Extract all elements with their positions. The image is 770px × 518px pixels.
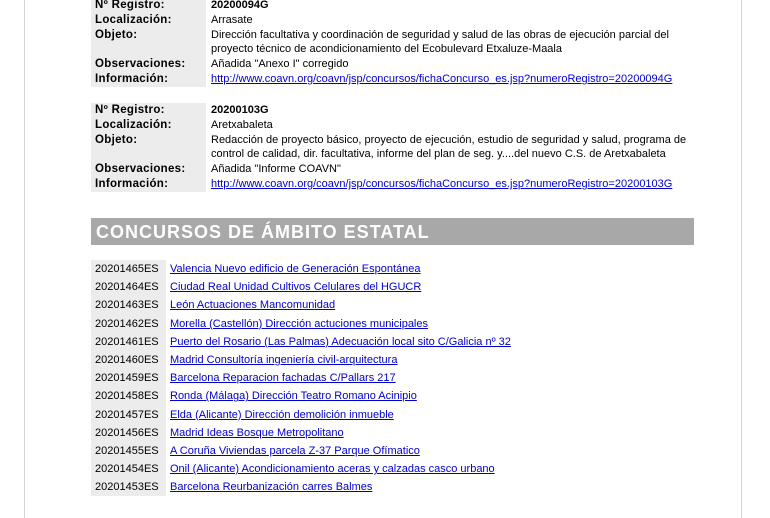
label-informacion: Información: [91, 72, 206, 87]
concurso-link[interactable]: Ciudad Real Unidad Cultivos Celulares del HGUCR [170, 281, 422, 294]
concurso-link[interactable]: Morella (Castellón) Dirección actuciones municipales [170, 317, 428, 330]
concurso-code: 20201456ES [91, 424, 166, 442]
concurso-code: 20201460ES [91, 351, 166, 369]
list-item [91, 333, 531, 351]
registro-value: 20200094G [211, 0, 269, 11]
concurso-code: 20201465ES [91, 260, 166, 278]
concurso-link[interactable]: Valencia Nuevo edificio de Generación Espontánea [170, 263, 421, 275]
concurso-code: 20201461ES [91, 333, 166, 351]
list-item [91, 478, 531, 496]
concurso-link[interactable]: Elda (Alicante) Dirección demolición inmueble [170, 408, 394, 421]
label-objeto: Objeto: [91, 133, 206, 162]
concursos-list [91, 260, 531, 496]
concurso-code: 20201463ES [91, 296, 166, 314]
label-observaciones: Observaciones: [91, 162, 206, 177]
localizacion-value: Arrasate [211, 14, 253, 26]
objeto-value: Dirección facultativa y coordinación de seguridad y salud de las obras de ejecución parcial del proyecto técnico de acondicionamiento del Ecobulevard Etxaluze-Maala [211, 29, 669, 55]
label-localizacion: Localización: [91, 118, 206, 133]
concurso-link[interactable]: Puerto del Rosario (Las Palmas) Adecuación local sito C/Galicia nº 32 [170, 335, 511, 348]
list-item [91, 278, 531, 296]
label-observaciones: Observaciones: [91, 57, 206, 72]
concurso-code: 20201459ES [91, 369, 166, 387]
list-item [91, 369, 531, 387]
concurso-link[interactable]: Madrid Consultoría ingeniería civil-arquitectura [170, 353, 398, 366]
concurso-code: 20201464ES [91, 278, 166, 296]
concurso-link[interactable]: Ronda (Málaga) Dirección Teatro Romano Acinipio [170, 390, 417, 403]
list-item [91, 296, 531, 314]
concurso-link[interactable]: Onil (Alicante) Acondicionamiento aceras y calzadas casco urbano [170, 463, 495, 476]
concurso-code: 20201458ES [91, 387, 166, 405]
list-item [91, 351, 531, 369]
ficha-concurso-link[interactable]: http://www.coavn.org/coavn/jsp/concursos/fichaConcurso_es.jsp?numeroRegistro=20200103G [211, 178, 673, 190]
ficha-concurso-link[interactable]: http://www.coavn.org/coavn/jsp/concursos/fichaConcurso_es.jsp?numeroRegistro=20200094G [211, 73, 673, 85]
registro-value: 20200103G [211, 104, 269, 116]
list-item [91, 315, 531, 333]
label-objeto: Objeto: [91, 28, 206, 57]
label-localizacion: Localización: [91, 13, 206, 28]
list-item [91, 406, 531, 424]
concurso-code: 20201453ES [91, 478, 166, 496]
list-item [91, 460, 531, 478]
list-item [91, 387, 531, 405]
registro-entry-1 [91, 0, 696, 87]
concurso-code: 20201454ES [91, 460, 166, 478]
label-registro: Nº Registro: [91, 103, 206, 118]
concurso-link[interactable]: A Coruña Viviendas parcela Z-37 Parque Ofímatico [170, 444, 420, 457]
list-item [91, 424, 531, 442]
list-item [91, 260, 531, 278]
concurso-link[interactable]: Barcelona Reurbanización carres Balmes [170, 481, 373, 494]
concurso-link[interactable]: León Actuaciones Mancomunidad [170, 299, 336, 312]
registro-entry-2 [91, 103, 696, 192]
observaciones-value: Añadida "Anexo I" corregido [211, 58, 349, 70]
label-registro: Nº Registro: [91, 0, 206, 13]
concurso-code: 20201462ES [91, 315, 166, 333]
concurso-link[interactable]: Barcelona Reparacion fachadas C/Pallars 217 [170, 372, 396, 385]
list-item [91, 442, 531, 460]
observaciones-value: Añadida "Informe COAVN" [211, 163, 341, 175]
label-informacion: Información: [91, 177, 206, 192]
concurso-code: 20201455ES [91, 442, 166, 460]
section-title-ambito-estatal: CONCURSOS DE ÁMBITO ESTATAL [91, 218, 694, 245]
concurso-link[interactable]: Madrid Ideas Bosque Metropolitano [170, 426, 344, 439]
localizacion-value: Aretxabaleta [211, 119, 273, 131]
objeto-value: Redacción de proyecto básico, proyecto de ejecución, estudio de seguridad y salud, programa de control de calidad, dir. facultativa, informe del plan de seg. y....del nuevo C.S. de Aretxabaleta [211, 134, 687, 160]
concurso-code: 20201457ES [91, 406, 166, 424]
